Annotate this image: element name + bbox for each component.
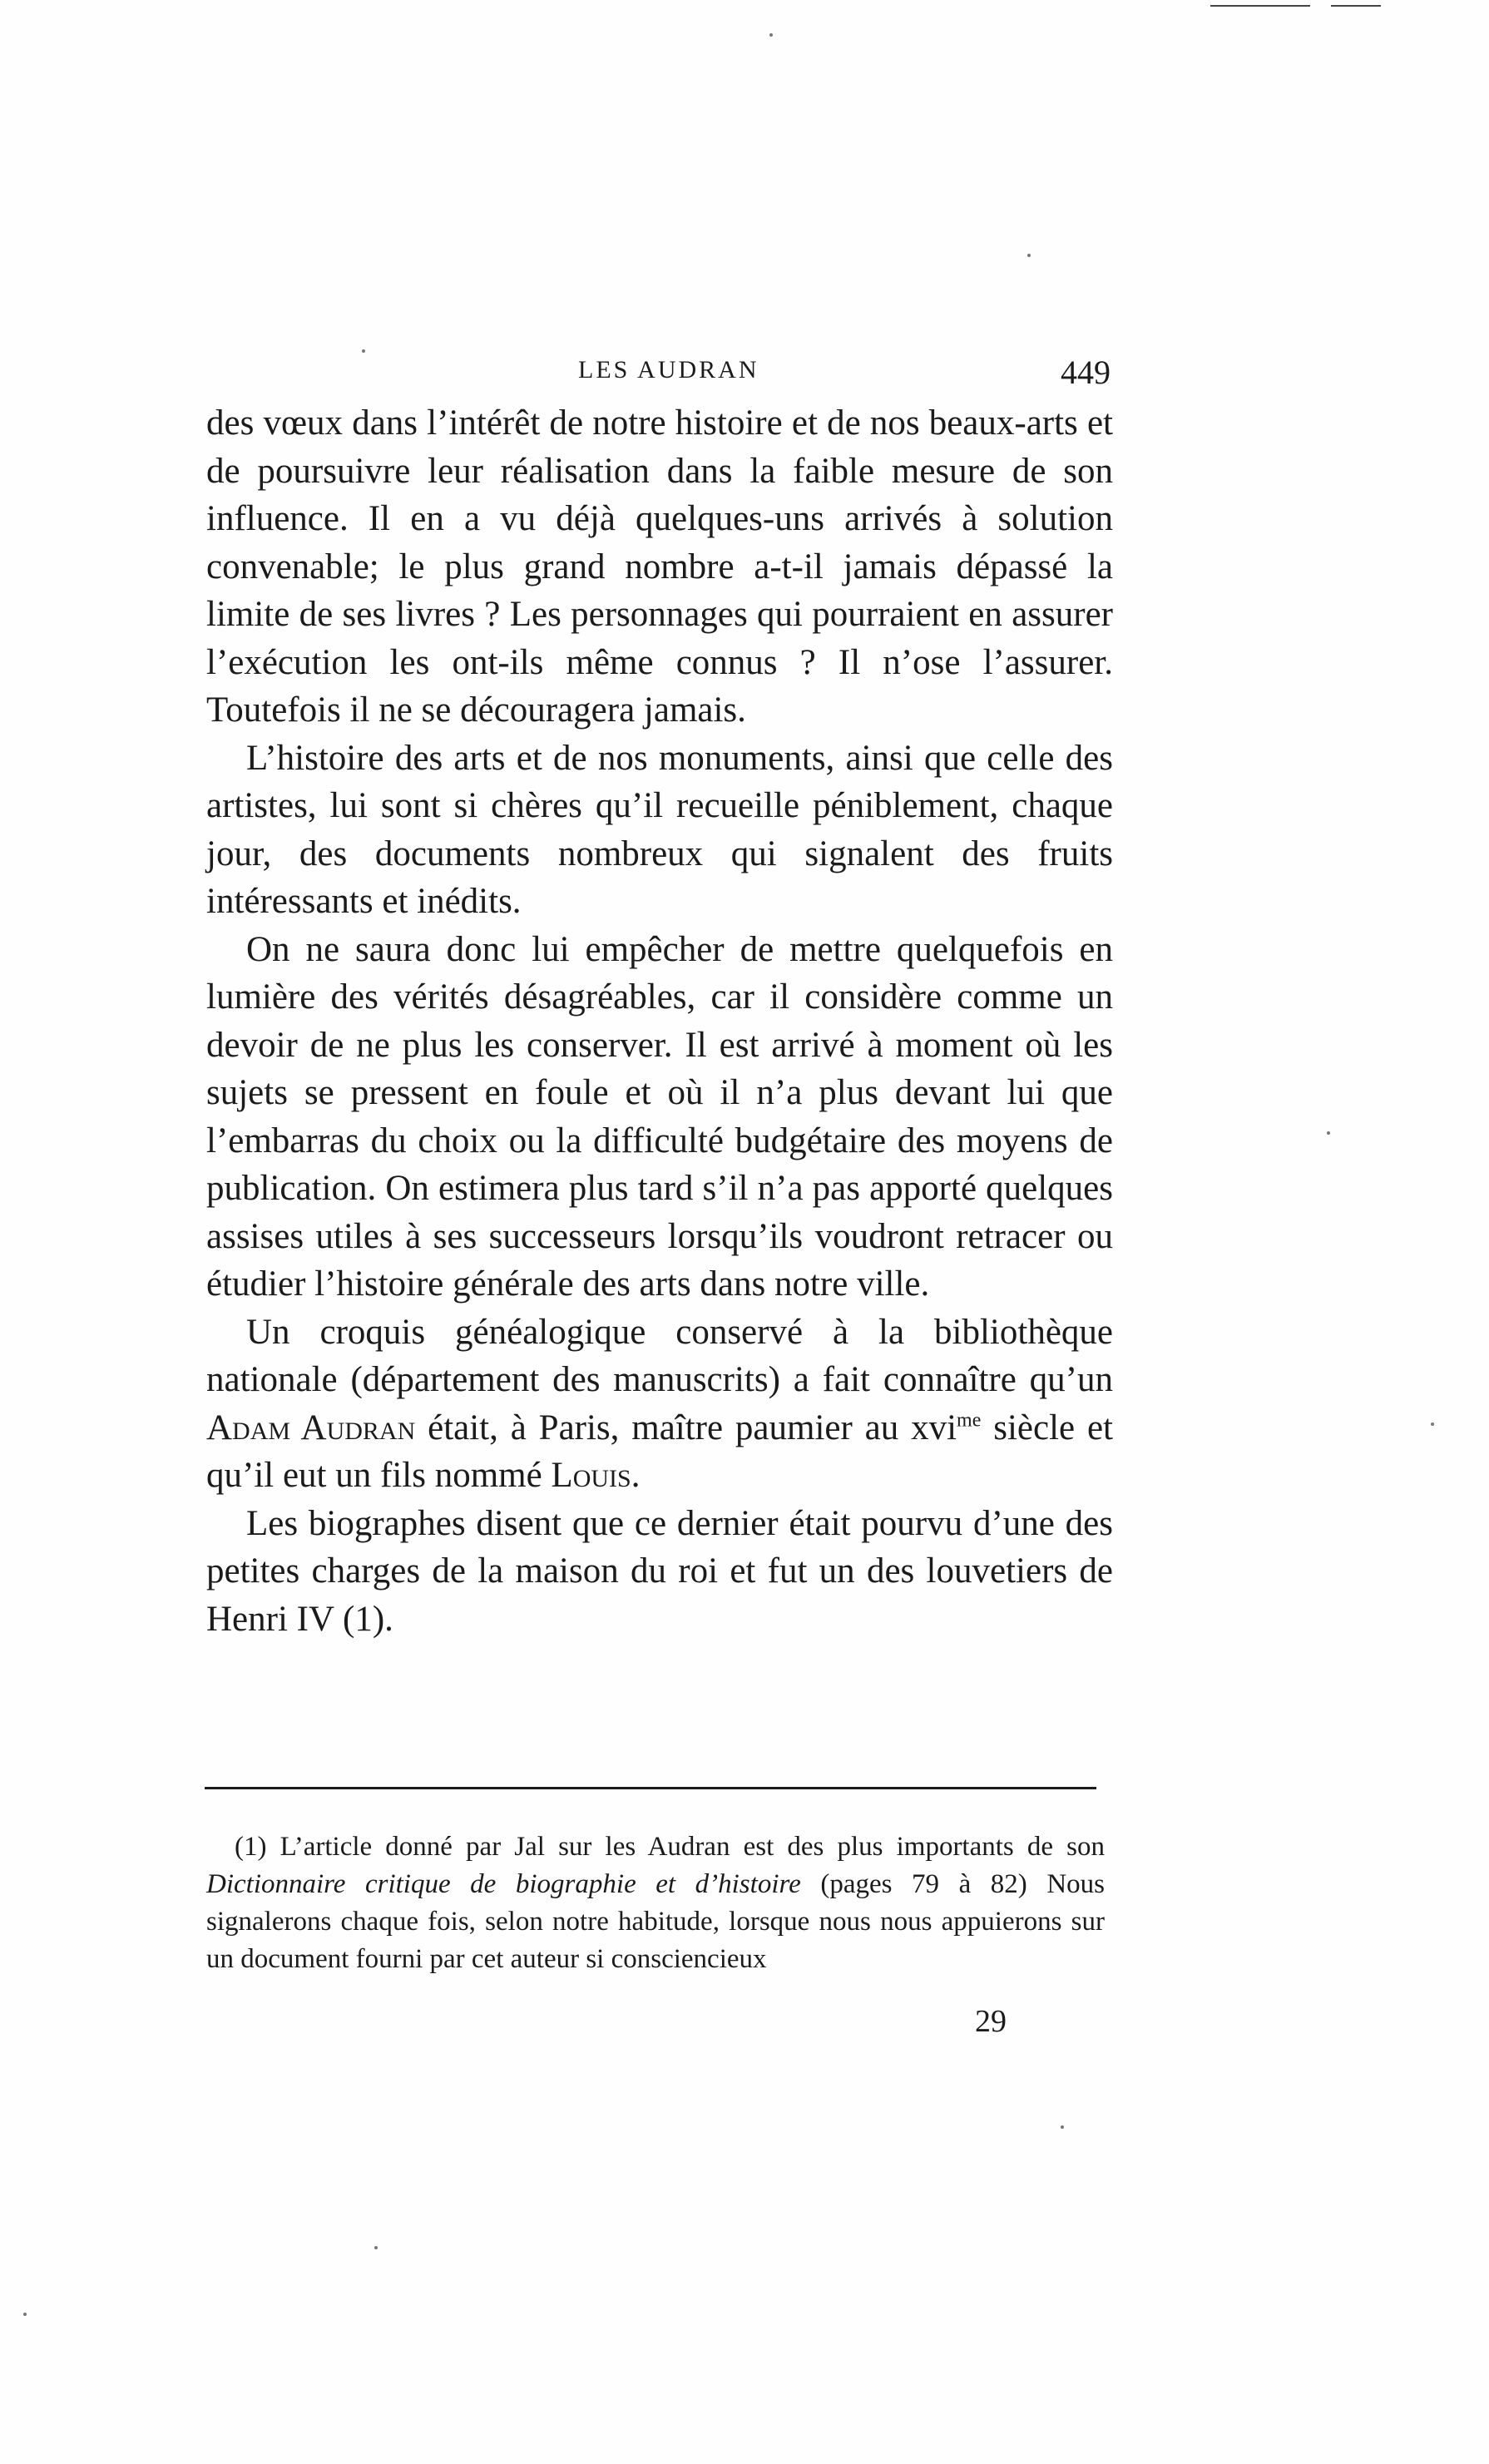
running-head: [208, 356, 1111, 406]
running-head-title: LES AUDRAN: [578, 356, 759, 383]
footnote-text: (1) L’article donné par Jal sur les Audran est des plus importants de son: [235, 1832, 1105, 1862]
page-number: 449: [1061, 354, 1111, 391]
footnote-book-title: Dictionnaire critique de biographie et d’histoire: [206, 1869, 801, 1899]
paragraph-1: des vœux dans l’intérêt de notre histoire et de nos beaux-arts et de poursuivre leur réalisation dans la faible mesure de son influence. Il en a vu déjà quelques-uns arrivés à solution convenable; le plus grand nombre a-t-il jamais dépassé la limite de ses livres ? Les personnages qui pourraient en assurer l’exécution les ont-ils même connus ? Il n’ose l’assurer. Toutefois il ne se découragera jamais.: [206, 403, 1113, 730]
paragraph-5: Les biographes disent que ce dernier était pourvu d’une des petites charges de la maison du roi et fut un des louvetiers de Henri IV (1).: [206, 1503, 1113, 1639]
paper-speck: [362, 349, 365, 353]
century-superscript: me: [957, 1409, 982, 1432]
paper-speck: [374, 2246, 378, 2249]
paragraph-4: [206, 1309, 1113, 1500]
century-numeral: xvi: [911, 1408, 957, 1447]
footnote-rule: [205, 1787, 1096, 1789]
paper-speck: [23, 2313, 27, 2316]
person-name-louis: Louis: [551, 1456, 631, 1495]
paragraph-4-text: siècle et qu’il eut un fils nommé: [206, 1408, 1113, 1495]
paper-speck: [1327, 1131, 1330, 1135]
paper-speck: [1431, 1422, 1434, 1426]
body-text: [206, 399, 1113, 1643]
paper-speck: [1061, 2125, 1064, 2129]
paragraph-4-text: Un croquis généalogique conservé à la bibliothèque nationale (département des manuscrits) a fait connaître qu’un: [206, 1312, 1113, 1399]
signature-mark: 29: [975, 2004, 1007, 2039]
footnote-text: (pages 79 à 82) Nous signalerons chaque fois, selon notre habitude, lorsque nous nous appuierons sur un document fourni par cet auteur si consciencieux: [206, 1869, 1106, 1974]
paragraph-4-text: était, à Paris, maître paumier au: [415, 1408, 912, 1447]
footnote: [206, 1828, 1105, 1978]
person-name-adam-audran: Adam Audran: [206, 1408, 416, 1447]
paper-speck: [769, 33, 773, 37]
paragraph-3: On ne saura donc lui empêcher de mettre quelquefois en lumière des vérités désagréables, car il considère comme un devoir de ne plus les conserver. Il est arrivé à moment où les sujets se pressent en foule et où il n’a plus devant lui que l’embarras du choix ou la difficulté budgétaire des moyens de publication. On estimera plus tard s’il n’a pas apporté quelques assises utiles à ses successeurs lorsqu’ils voudront retracer ou étudier l’histoire générale des arts dans notre ville.: [206, 929, 1113, 1304]
paragraph-4-text: .: [631, 1456, 641, 1495]
corner-rule: [1210, 5, 1310, 7]
paragraph-2: L’histoire des arts et de nos monuments, ainsi que celle des artistes, lui sont si chères qu’il recueille péniblement, chaque jour, des documents nombreux qui signalent des fruits intéressants et inédits.: [206, 738, 1113, 921]
corner-rule: [1331, 5, 1381, 7]
paper-speck: [1027, 254, 1031, 257]
